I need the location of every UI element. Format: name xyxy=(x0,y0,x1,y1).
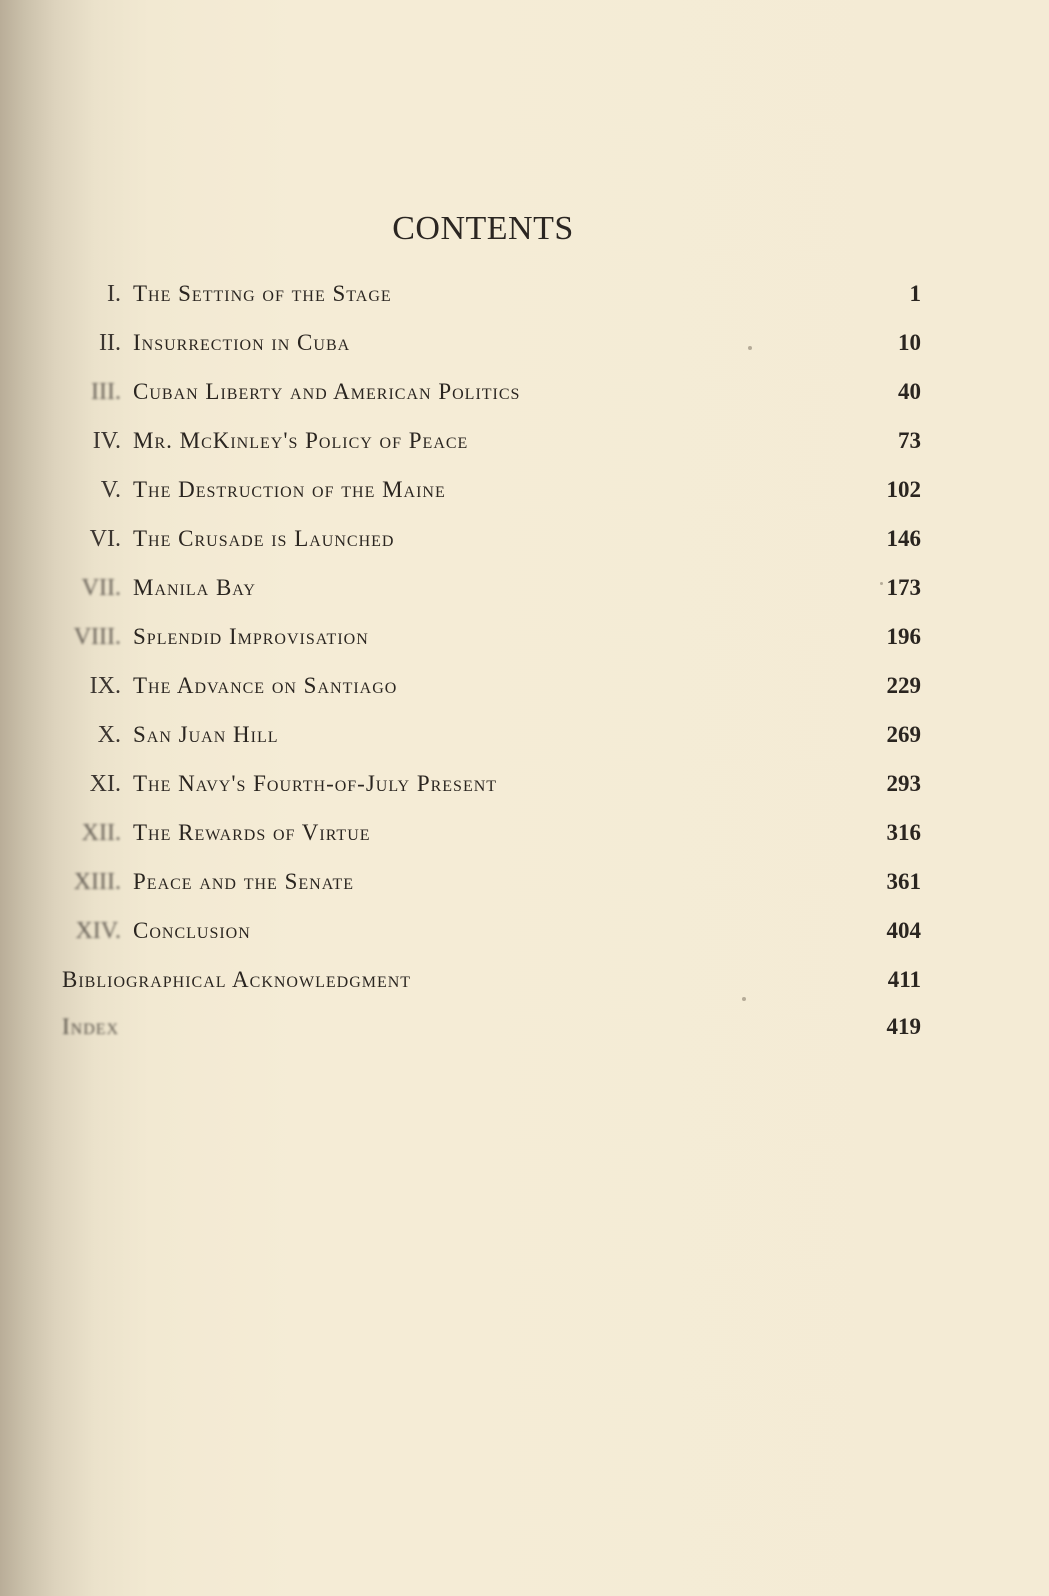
chapter-numeral: III. xyxy=(91,379,121,405)
page-number: 419 xyxy=(886,1014,921,1039)
chapter-title: Conclusion xyxy=(133,918,251,943)
page-number: 196 xyxy=(886,624,921,649)
page-number: 40 xyxy=(898,379,921,404)
chapter-numeral: XIII. xyxy=(73,869,121,895)
toc-entry xyxy=(0,521,1049,557)
chapter-title: The Setting of the Stage xyxy=(133,281,392,306)
page-number: 229 xyxy=(886,673,921,698)
toc-entry xyxy=(0,374,1049,410)
page-number: 361 xyxy=(886,869,921,894)
page-number: 73 xyxy=(898,428,921,453)
page-number: 102 xyxy=(886,477,921,502)
chapter-numeral: V. xyxy=(100,477,121,503)
chapter-title: Bibliographical Acknowledgment xyxy=(62,967,412,992)
chapter-numeral: VII. xyxy=(81,575,121,601)
toc-entry xyxy=(0,1009,1049,1045)
toc-entry xyxy=(0,766,1049,802)
chapter-title: Cuban Liberty and American Politics xyxy=(133,379,521,404)
page-number: 269 xyxy=(886,722,921,747)
chapter-numeral: XI. xyxy=(89,771,121,797)
paper-speck xyxy=(742,997,746,1001)
page-number: 316 xyxy=(886,820,921,845)
chapter-title: Insurrection in Cuba xyxy=(133,330,351,355)
chapter-numeral: X. xyxy=(97,722,121,748)
chapter-numeral: VI. xyxy=(89,526,121,552)
chapter-title: Splendid Improvisation xyxy=(133,624,369,649)
toc-entry xyxy=(0,717,1049,753)
chapter-title: San Juan Hill xyxy=(133,722,279,747)
page-number: 293 xyxy=(886,771,921,796)
page-number: 10 xyxy=(898,330,921,355)
chapter-title: The Advance on Santiago xyxy=(133,673,398,698)
toc-entry xyxy=(0,619,1049,655)
chapter-numeral: IV. xyxy=(92,428,121,454)
toc-entry xyxy=(0,276,1049,312)
chapter-title: Index xyxy=(62,1014,120,1039)
page-number: 1 xyxy=(909,281,921,306)
toc-entry xyxy=(0,864,1049,900)
page-number: 173 xyxy=(886,575,921,600)
toc-entry xyxy=(0,570,1049,606)
chapter-title: The Rewards of Virtue xyxy=(133,820,371,845)
chapter-numeral: XIV. xyxy=(75,918,121,944)
chapter-numeral: I. xyxy=(107,281,121,307)
toc-entry xyxy=(0,423,1049,459)
toc-entry xyxy=(0,815,1049,851)
chapter-title: Manila Bay xyxy=(133,575,256,600)
paper-speck xyxy=(748,346,752,350)
chapter-numeral: II. xyxy=(99,330,121,356)
page-title: CONTENTS xyxy=(392,210,574,247)
page-number: 146 xyxy=(886,526,921,551)
toc-entry xyxy=(0,472,1049,508)
paper-speck xyxy=(880,582,883,585)
chapter-numeral: XII. xyxy=(81,820,121,846)
toc-entry xyxy=(0,668,1049,704)
toc-entry xyxy=(0,913,1049,949)
toc-entry xyxy=(0,962,1049,998)
chapter-title: Peace and the Senate xyxy=(133,869,355,894)
chapter-numeral: IX. xyxy=(89,673,121,699)
page-number: 411 xyxy=(887,967,921,992)
chapter-title: The Destruction of the Maine xyxy=(133,477,446,502)
chapter-title: The Navy's Fourth-of-July Present xyxy=(133,771,498,796)
chapter-numeral: VIII. xyxy=(73,624,121,650)
toc-entry xyxy=(0,325,1049,361)
chapter-title: The Crusade is Launched xyxy=(133,526,395,551)
page-number: 404 xyxy=(886,918,921,943)
chapter-title: Mr. McKinley's Policy of Peace xyxy=(133,428,469,453)
